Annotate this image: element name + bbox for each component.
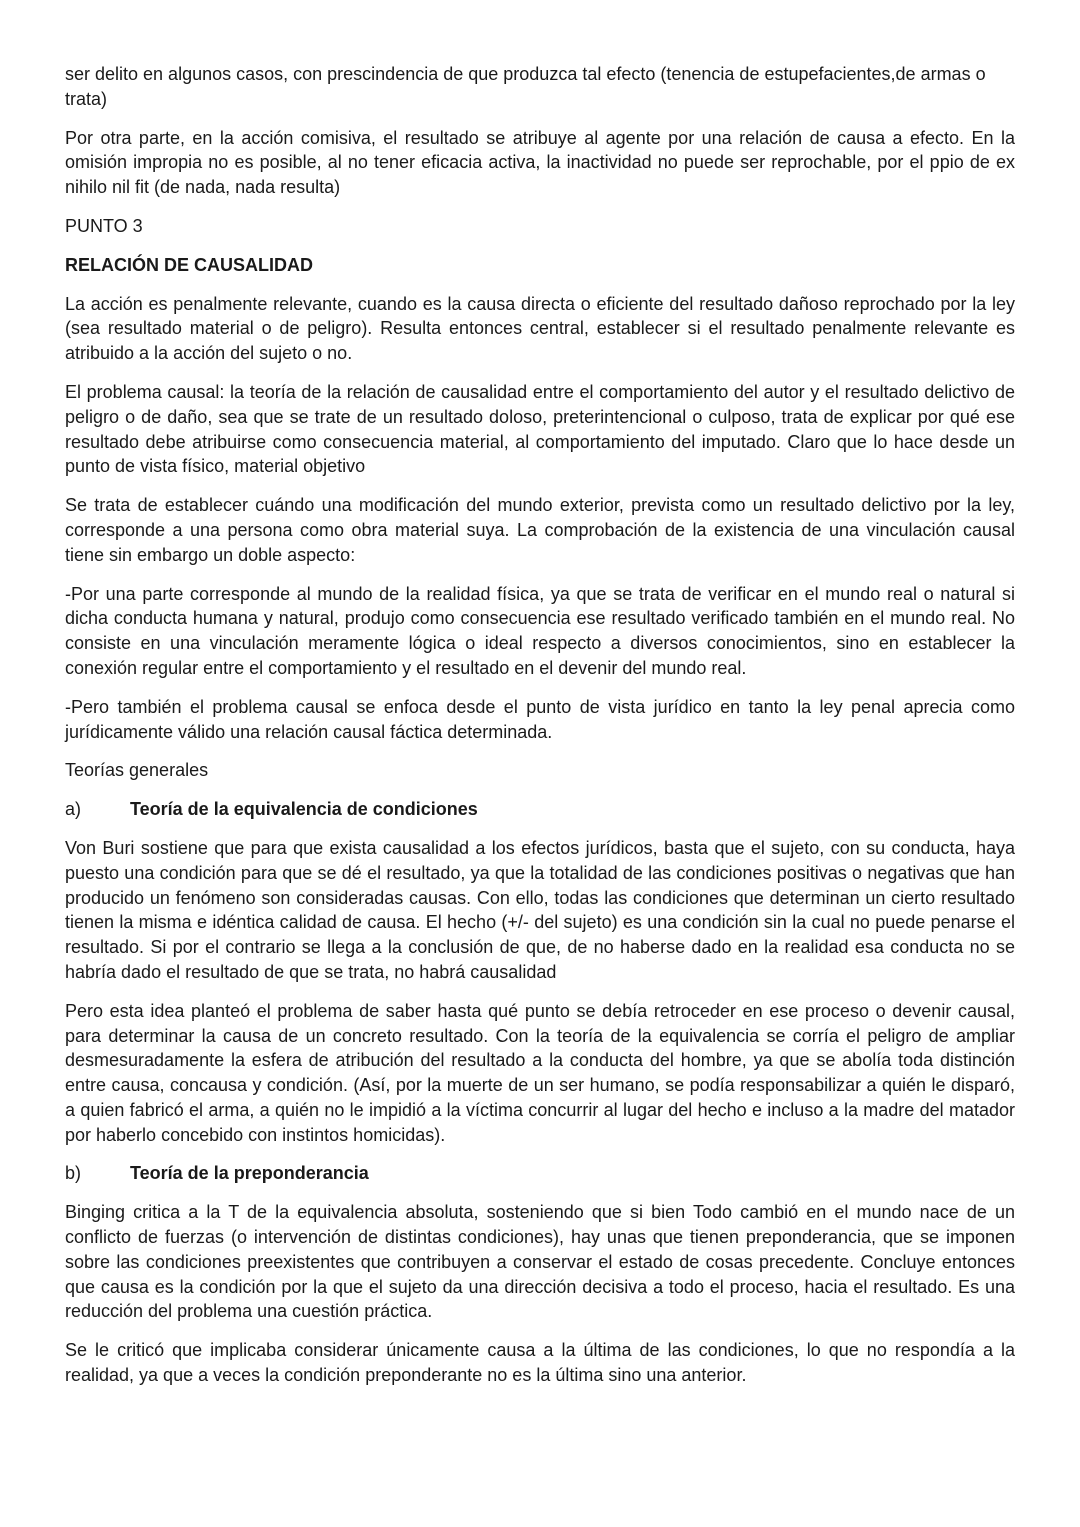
paragraph-critica-preponderancia: Se le criticó que implicaba considerar únicamente causa a la última de las condiciones, lo que no respondía a la realidad, ya que a veces la condición preponderante no es la última sino una anterior.: [65, 1340, 1015, 1386]
paragraph-establecer: Se trata de establecer cuándo una modificación del mundo exterior, prevista como un resultado delictivo por la ley, corresponde a una persona como obra material suya. La comprobación de la existencia de una vinculación causal tiene sin embargo un doble aspecto:: [65, 495, 1015, 565]
paragraph-accion-comisiva: Por otra parte, en la acción comisiva, el resultado se atribuye al agente por una relación de causa a efecto. En la omisión impropia no es posible, al no tener eficacia activa, la inactividad no puede ser reprochable, por el ppio de ex nihilo nil fit (de nada, nada resulta): [65, 127, 1015, 198]
paragraph-problema-causal: El problema causal: la teoría de la relación de causalidad entre el comportamiento del autor y el resultado delictivo de peligro o de daño, sea que se trate de un resultado doloso, preterintencional o culposo, trata de explicar por qué ese resultado debe atribuirse como consecuencia material, al comportamiento del imputado. Claro que lo hace desde un punto de vista físico, material objetivo: [65, 381, 1015, 477]
paragraph-equivalencia-critica: Pero esta idea planteó el problema de saber hasta qué punto se debía retroceder en ese proceso o devenir causal, para determinar la causa de un concreto resultado. Con la teoría de la equivalencia se corría el peligro de ampliar desmesuradamente la esfera de atribución del resultado a la conducta del hombre, ya que se abolía toda distinción entre causa, concausa y condición. (Así, por la muerte de un ser humano, se podía responsabilizar a quién le disparó, a quien fabricó el arma, a quién no le impidió a la víctima concurrir al lugar del hecho e incluso a la madre del matador por haberlo concebido con instintos homicidas).: [65, 1000, 1015, 1145]
paragraph-binging: Binging critica a la T de la equivalencia absoluta, sosteniendo que si bien Todo cambió en el mundo nace de un conflicto de fuerzas (o intervención de distintas condiciones), hay unas que tienen preponderancia, que se imponen sobre las condiciones preexistentes que contribuyen a conservar el estado de cosas precedente. Concluye entonces que causa es la condición por la que el sujeto da una dirección decisiva a todo el proceso, hacia el resultado. Es una reducción del problema una cuestión práctica.: [65, 1202, 1015, 1322]
teorias-generales-label: Teorías generales: [65, 760, 209, 781]
subheading-a-title: Teoría de la equivalencia de condiciones: [130, 799, 478, 820]
subheading-b-title: Teoría de la preponderancia: [130, 1163, 369, 1184]
paragraph-accion-relevante: La acción es penalmente relevante, cuando es la causa directa o eficiente del resultado dañoso reprochado por la ley (sea resultado material o de peligro). Resulta entonces central, establecer si el resultado penalmente relevante es atribuido a la acción del sujeto o no.: [65, 293, 1015, 364]
document-page: [65, 62, 1015, 1402]
paragraph-punto-juridico: -Pero también el problema causal se enfoca desde el punto de vista jurídico en tanto la ley penal aprecia como jurídicamente válido una relación causal fáctica determinada.: [65, 696, 1015, 742]
subheading-a-marker: a): [65, 799, 82, 820]
punto-label: PUNTO 3: [65, 215, 143, 236]
paragraph-realidad-fisica: -Por una parte corresponde al mundo de la realidad física, ya que se trata de verificar en el mundo real o natural si dicha conducta humana y natural, produjo como consecuencia ese resultado verificado también en el mundo real. No consiste en una vinculación meramente lógica o ideal respecto a diversos conocimientos, sino en establecer la conexión regular entre el comportamiento y el resultado en el devenir del mundo real.: [65, 583, 1015, 678]
paragraph-von-buri: Von Buri sostiene que para que exista causalidad a los efectos jurídicos, basta que el sujeto, con su conducta, haya puesto una condición para que se dé el resultado, ya que la totalidad de las condiciones positivas o negativas que han producido un fenómeno son consideradas causas. Con ello, todas las condiciones que determinan un cierto resultado tienen la misma e idéntica calidad de causa. El hecho (+/- del sujeto) es una condición sin la cual no puede penarse el resultado. Si por el contrario se llega a la conclusión de que, de no haberse dado en la realidad esa conducta no se habría dado el resultado de que se trata, no habrá causalidad: [65, 837, 1015, 982]
subheading-a: [65, 797, 1015, 822]
subheading-b-marker: b): [65, 1163, 82, 1184]
paragraph-intro-continuation: ser delito en algunos casos, con prescindencia de que produzca tal efecto (tenencia de estupefacientes,de armas o trata): [65, 64, 986, 109]
subheading-b: [65, 1161, 1015, 1186]
section-heading: RELACIÓN DE CAUSALIDAD: [65, 254, 314, 275]
